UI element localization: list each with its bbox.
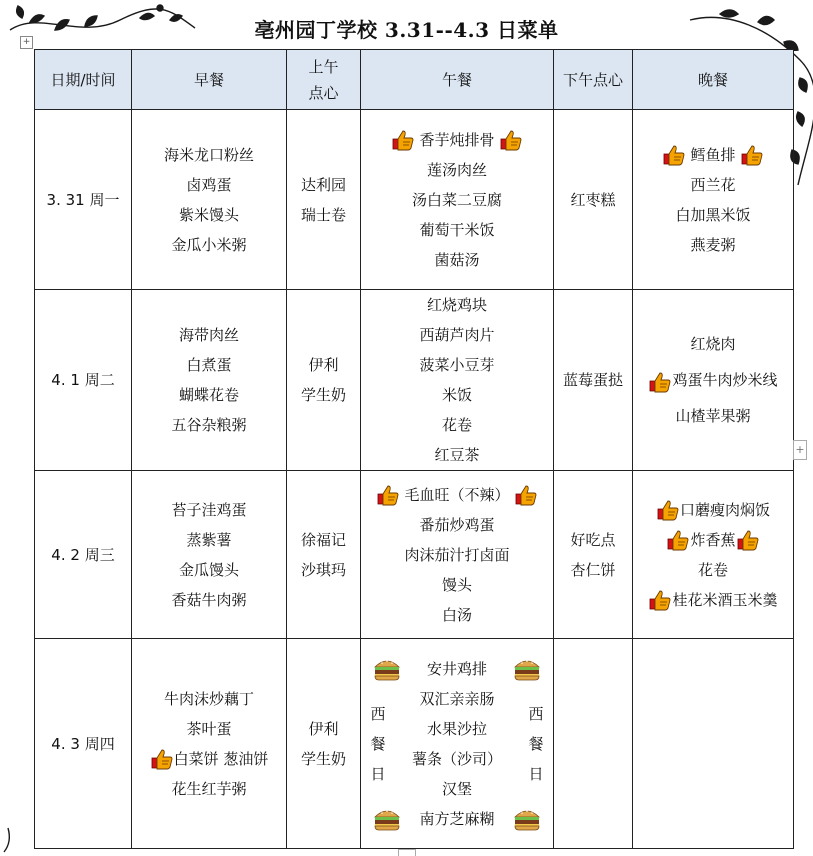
list-item: 伊利	[308, 356, 339, 374]
burger-icon	[512, 656, 542, 682]
western-char: 西	[370, 704, 386, 723]
list-item: 达利园	[300, 175, 346, 194]
list-item: 双汇亲亲肠	[419, 689, 495, 708]
dinner-cell	[633, 639, 794, 849]
list-item: 番茄炒鸡蛋	[419, 515, 495, 534]
western-label-right	[525, 699, 547, 789]
list-item-featured	[633, 362, 793, 398]
list-item: 红枣糕	[570, 190, 616, 209]
list-item: 水果沙拉	[426, 719, 487, 738]
list-item: 香芋炖排骨	[419, 130, 495, 149]
list-item: 白汤	[441, 605, 472, 624]
breakfast-cell	[132, 639, 287, 849]
thumbs-up-icon	[150, 748, 174, 770]
header-date: 日期/时间	[35, 50, 132, 110]
list-item-featured	[633, 140, 793, 170]
list-item: 葡萄干米饭	[419, 220, 495, 239]
list-item: 炸香蕉	[690, 530, 736, 549]
header-morning-snack	[287, 50, 361, 110]
list-item: 汤白菜二豆腐	[411, 190, 502, 209]
list-item: 桂花米酒玉米羹	[672, 590, 778, 609]
list-item: 学生奶	[300, 386, 346, 404]
western-char: 日	[370, 764, 386, 783]
list-item: 毛血旺（不辣）	[404, 485, 510, 504]
list-item: 白煮蛋	[186, 356, 232, 374]
list-item: 徐福记	[300, 530, 346, 549]
table-row	[35, 110, 794, 290]
lunch-cell	[361, 290, 554, 471]
thumbs-up-icon	[514, 484, 538, 506]
western-meal-block	[361, 684, 553, 804]
table-resize-handle[interactable]	[398, 849, 416, 856]
list-item: 海米龙口粉丝	[163, 145, 254, 164]
date-cell: 4. 2 周三	[35, 471, 132, 639]
header-lunch: 午餐	[361, 50, 554, 110]
list-item: 菠菜小豆芽	[419, 356, 495, 374]
lunch-cell	[361, 110, 554, 290]
add-column-button[interactable]: +	[793, 440, 807, 460]
list-item: 紫米馒头	[178, 205, 239, 224]
page-title: 亳州园丁学校 3.31--4.3 日菜单	[254, 18, 559, 42]
list-item: 红豆茶	[434, 446, 480, 464]
list-item: 山楂苹果粥	[675, 407, 751, 425]
list-item: 南方芝麻糊	[419, 809, 495, 828]
list-item: 西兰花	[690, 175, 736, 194]
list-item: 花卷	[697, 560, 728, 579]
list-item: 鸡蛋牛肉炒米线	[672, 371, 778, 389]
western-char: 餐	[528, 734, 544, 753]
thumbs-up-icon	[499, 129, 523, 151]
date-cell: 4. 1 周二	[35, 290, 132, 471]
list-item: 好吃点	[570, 530, 616, 549]
afternoon-snack-cell	[554, 639, 633, 849]
list-item: 卤鸡蛋	[186, 175, 232, 194]
afternoon-snack-cell	[554, 290, 633, 471]
morning-snack-cell	[287, 110, 361, 290]
list-item-featured	[132, 744, 286, 774]
burger-icon	[512, 806, 542, 832]
lunch-cell	[361, 471, 554, 639]
list-item: 花卷	[441, 416, 472, 434]
list-item: 伊利	[308, 719, 339, 738]
list-item: 燕麦粥	[690, 235, 736, 254]
list-item: 学生奶	[300, 749, 346, 768]
morning-snack-cell	[287, 471, 361, 639]
western-label-left	[367, 699, 389, 789]
list-item: 牛肉沫炒藕丁	[163, 689, 254, 708]
header-dinner: 晚餐	[633, 50, 794, 110]
western-char: 日	[528, 764, 544, 783]
list-item-featured	[361, 804, 553, 834]
list-item: 菌菇汤	[434, 250, 480, 269]
list-item: 红烧鸡块	[426, 296, 487, 314]
thumbs-up-icon	[648, 370, 672, 392]
afternoon-snack-cell	[554, 471, 633, 639]
thumbs-up-icon	[376, 484, 400, 506]
list-item: 口蘑瘦肉焖饭	[679, 500, 770, 519]
table-row	[35, 471, 794, 639]
thumbs-up-icon	[736, 529, 760, 551]
table-row	[35, 290, 794, 471]
lunch-cell	[361, 639, 554, 849]
thumbs-up-icon	[666, 529, 690, 551]
dinner-cell	[633, 110, 794, 290]
burger-icon	[372, 656, 402, 682]
list-item-featured	[361, 654, 553, 684]
list-item: 汉堡	[441, 779, 472, 798]
breakfast-cell	[132, 471, 287, 639]
thumbs-up-icon	[656, 499, 680, 521]
list-item-featured	[361, 480, 553, 510]
dinner-cell	[633, 471, 794, 639]
thumbs-up-icon	[662, 144, 686, 166]
list-item: 花生红芋粥	[171, 779, 247, 798]
morning-snack-cell	[287, 290, 361, 471]
menu-table	[34, 49, 794, 849]
list-item: 茶叶蛋	[186, 719, 232, 738]
list-item: 西葫芦肉片	[419, 326, 495, 344]
dinner-cell	[633, 290, 794, 471]
list-item-featured	[361, 125, 553, 155]
thumbs-up-icon	[648, 589, 672, 611]
list-item: 莲汤肉丝	[426, 160, 487, 179]
list-item: 白菜饼 葱油饼	[173, 749, 269, 768]
list-item: 肉沫茄汁打卤面	[404, 545, 510, 564]
list-item: 馒头	[441, 575, 472, 594]
list-item: 沙琪玛	[300, 560, 346, 579]
afternoon-snack-cell	[554, 110, 633, 290]
burger-icon	[372, 806, 402, 832]
list-item: 鳕鱼排	[690, 145, 736, 164]
western-char: 西	[528, 704, 544, 723]
table-row	[35, 639, 794, 849]
list-item: 金瓜小米粥	[171, 235, 247, 254]
thumbs-up-icon	[391, 129, 415, 151]
list-item: 安井鸡排	[426, 659, 487, 678]
vine-decoration-bottom-left	[0, 816, 20, 856]
date-cell: 4. 3 周四	[35, 639, 132, 849]
list-item: 白加黑米饭	[675, 205, 751, 224]
list-item: 金瓜馒头	[178, 560, 239, 579]
list-item: 薯条（沙司）	[411, 749, 502, 768]
list-item: 蝴蝶花卷	[178, 386, 239, 404]
list-item: 香菇牛肉粥	[171, 590, 247, 609]
list-item: 蒸紫薯	[186, 530, 232, 549]
list-item-featured	[633, 495, 793, 525]
breakfast-cell	[132, 290, 287, 471]
list-item: 苔子洼鸡蛋	[171, 500, 247, 519]
list-item: 五谷杂粮粥	[171, 416, 247, 434]
header-morning-snack-label: 上午点心	[308, 57, 339, 102]
list-item-featured	[633, 525, 793, 555]
table-move-handle[interactable]: +	[20, 36, 33, 49]
header-afternoon-snack: 下午点心	[554, 50, 633, 110]
list-item: 海带肉丝	[178, 326, 239, 344]
western-items	[389, 684, 525, 804]
western-char: 餐	[370, 734, 386, 753]
date-cell: 3. 31 周一	[35, 110, 132, 290]
header-row	[35, 50, 794, 110]
list-item-featured	[633, 585, 793, 615]
list-item: 红烧肉	[690, 335, 736, 353]
list-item: 蓝莓蛋挞	[562, 371, 623, 389]
list-item: 杏仁饼	[570, 560, 616, 579]
breakfast-cell	[132, 110, 287, 290]
list-item: 米饭	[441, 386, 472, 404]
list-item: 瑞士卷	[300, 205, 346, 224]
header-breakfast: 早餐	[132, 50, 287, 110]
thumbs-up-icon	[740, 144, 764, 166]
morning-snack-cell	[287, 639, 361, 849]
